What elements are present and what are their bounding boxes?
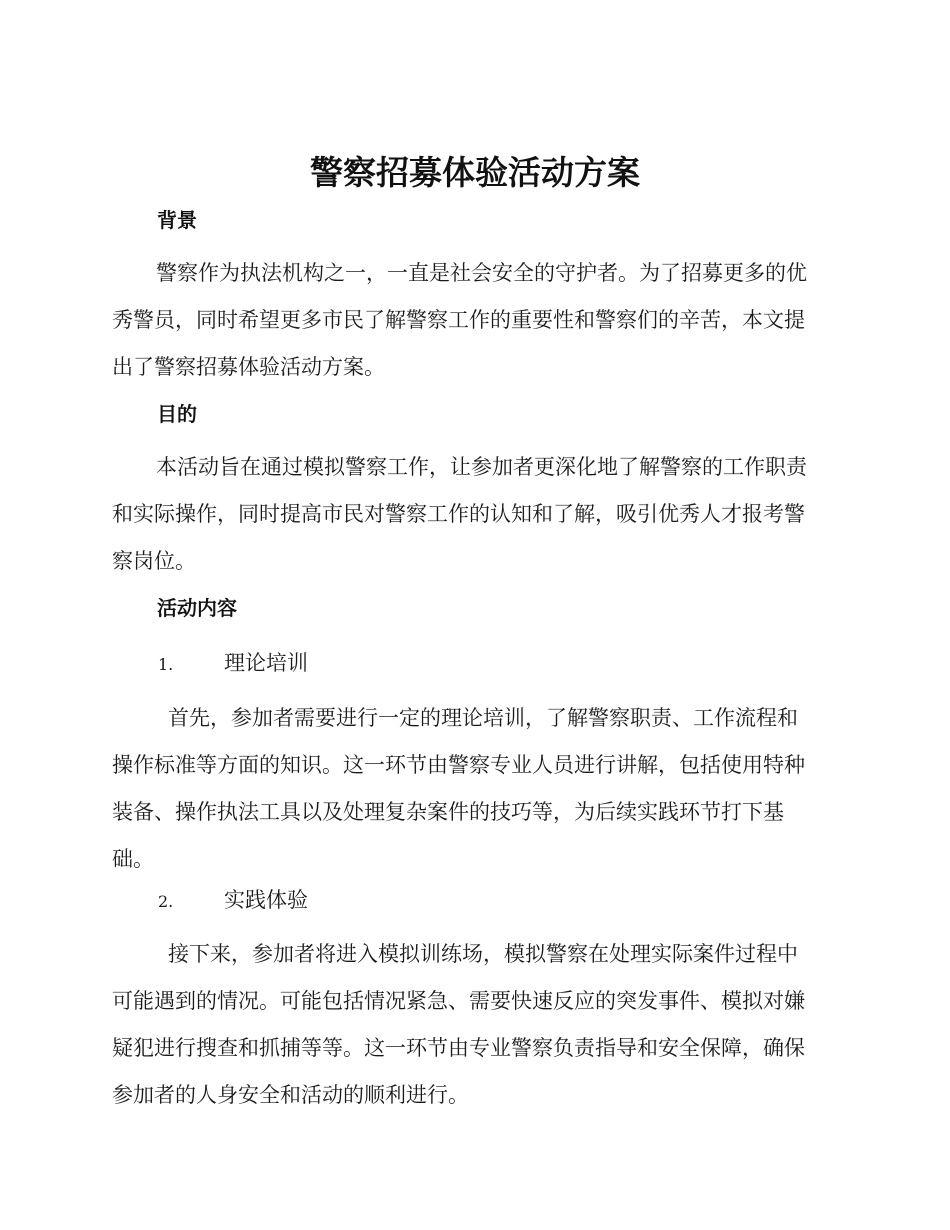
paragraph-line: 和实际操作，同时提高市民对警察工作的认知和了解，吸引优秀人才报考警 xyxy=(112,502,805,526)
list-item-theory-training xyxy=(158,648,308,680)
list-item-practice-experience xyxy=(158,885,308,917)
list-label: 理论培训 xyxy=(224,651,308,675)
paragraph-purpose xyxy=(112,444,830,585)
paragraph-line: 装备、操作执法工具以及处理复杂案件的技巧等，为后续实践环节打下基 xyxy=(112,800,784,824)
paragraph-line: 础。 xyxy=(112,847,154,871)
paragraph-line: 警察作为执法机构之一，一直是社会安全的守护者。为了招募更多的优 xyxy=(156,261,807,285)
paragraph-line: 参加者的人身安全和活动的顺利进行。 xyxy=(112,1083,469,1107)
paragraph-line: 秀警员，同时希望更多市民了解警察工作的重要性和警察们的辛苦，本文提 xyxy=(112,308,805,332)
paragraph-line: 接下来，参加者将进入模拟训练场，模拟警察在处理实际案件过程中 xyxy=(168,942,798,966)
section-heading-purpose: 目的 xyxy=(157,402,197,426)
document-title: 警察招募体验活动方案 xyxy=(310,153,640,192)
paragraph-line: 操作标准等方面的知识。这一环节由警察专业人员进行讲解，包括使用特种 xyxy=(112,753,805,777)
paragraph-theory-training xyxy=(112,695,830,883)
list-number: 2. xyxy=(158,892,174,911)
paragraph-line: 首先，参加者需要进行一定的理论培训，了解警察职责、工作流程和 xyxy=(168,706,798,730)
list-number: 1. xyxy=(158,655,174,674)
paragraph-line: 疑犯进行搜查和抓捕等等。这一环节由专业警察负责指导和安全保障，确保 xyxy=(112,1036,805,1060)
section-heading-background: 背景 xyxy=(157,208,197,232)
paragraph-background xyxy=(112,250,830,391)
paragraph-line: 察岗位。 xyxy=(112,549,196,573)
section-heading-activity-content: 活动内容 xyxy=(157,596,237,620)
paragraph-line: 本活动旨在通过模拟警察工作，让参加者更深化地了解警察的工作职责 xyxy=(156,455,807,479)
paragraph-line: 可能遇到的情况。可能包括情况紧急、需要快速反应的突发事件、模拟对嫌 xyxy=(112,989,805,1013)
paragraph-line: 出了警察招募体验活动方案。 xyxy=(112,355,385,379)
paragraph-practice-experience xyxy=(112,931,830,1119)
list-label: 实践体验 xyxy=(224,888,308,912)
